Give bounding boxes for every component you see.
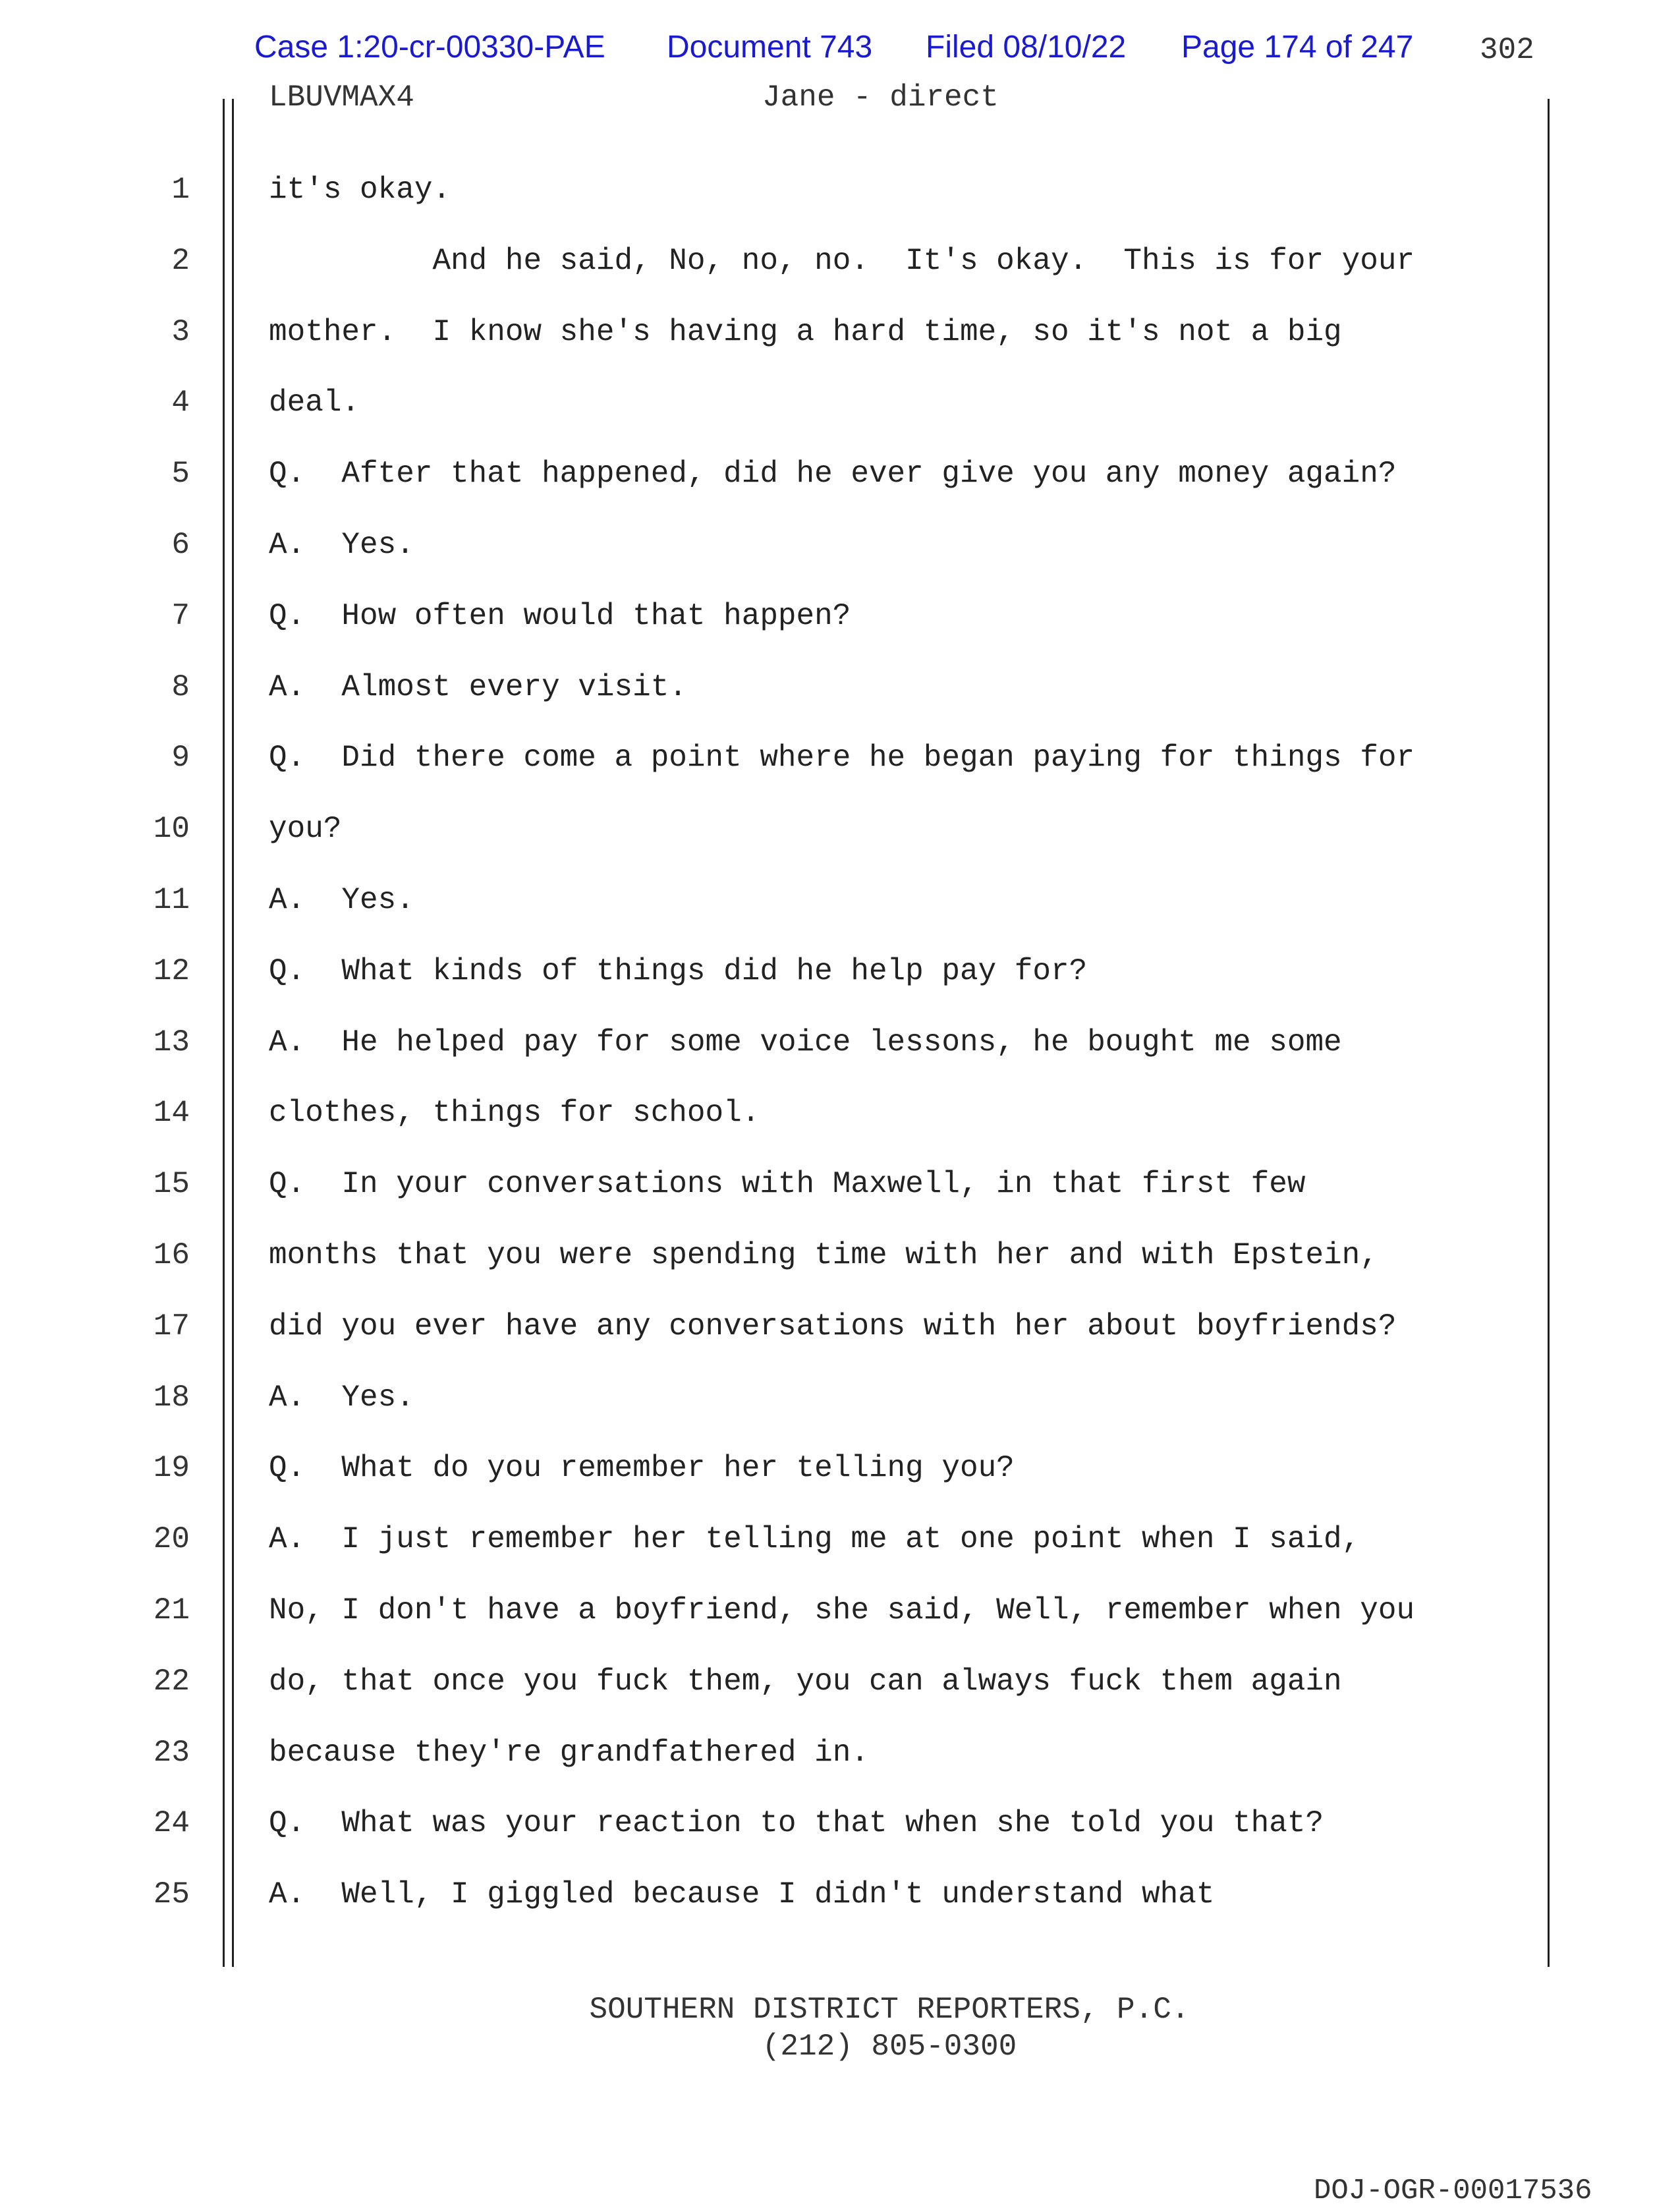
line-number: 2 (171, 243, 190, 278)
transcript-line (0, 173, 1680, 244)
line-text: And he said, No, no, no. It's okay. This is for your (269, 243, 1415, 278)
transcript-line (0, 954, 1680, 1025)
line-number: 1 (171, 173, 190, 207)
transcript-line (0, 599, 1680, 670)
line-text: A. I just remember her telling me at one point when I said, (269, 1522, 1360, 1557)
line-text: A. Almost every visit. (269, 669, 687, 704)
transcript-line (0, 528, 1680, 599)
witness-heading: Jane - direct (762, 80, 999, 115)
line-number: 25 (153, 1877, 190, 1912)
line-number: 8 (171, 669, 190, 704)
transcript-line (0, 315, 1680, 386)
transcript-line (0, 1877, 1680, 1948)
line-number: 23 (153, 1735, 190, 1770)
transcript-line (0, 1451, 1680, 1522)
line-text: deal. (269, 385, 360, 420)
line-number: 16 (153, 1237, 190, 1272)
line-number: 20 (153, 1522, 190, 1557)
line-text: Q. What kinds of things did he help pay for? (269, 953, 1088, 988)
line-text: Q. In your conversations with Maxwell, in that first few (269, 1167, 1306, 1202)
line-number: 19 (153, 1451, 190, 1486)
filed-date: Filed 08/10/22 (926, 30, 1127, 65)
transcript-line (0, 1664, 1680, 1736)
transcript-line (0, 1238, 1680, 1309)
line-number: 3 (171, 314, 190, 349)
reporter-name: SOUTHERN DISTRICT REPORTERS, P.C. (589, 1993, 1190, 2027)
line-text: A. Yes. (269, 882, 414, 917)
line-text: A. He helped pay for some voice lessons, he bought me some (269, 1025, 1342, 1060)
line-text: No, I don't have a boyfriend, she said, Well, remember when you (269, 1593, 1415, 1628)
transcript-line (0, 1096, 1680, 1167)
line-number: 4 (171, 385, 190, 420)
line-number: 15 (153, 1167, 190, 1202)
line-text: do, that once you fuck them, you can always fuck them again (269, 1664, 1342, 1699)
line-text: Q. Did there come a point where he began paying for things for (269, 741, 1415, 776)
line-text: Q. What was your reaction to that when she told you that? (269, 1806, 1324, 1841)
transcript-line (0, 741, 1680, 812)
transcript-code: LBUVMAX4 (269, 80, 414, 115)
court-filing-stamp (0, 29, 1680, 75)
line-text: A. Yes. (269, 527, 414, 562)
transcript-body (0, 173, 1680, 1948)
transcript-line (0, 1593, 1680, 1664)
line-text: it's okay. (269, 173, 451, 207)
line-number: 5 (171, 457, 190, 492)
transcript-line (0, 670, 1680, 741)
line-number: 17 (153, 1309, 190, 1344)
reporter-phone: (212) 805-0300 (762, 2029, 1017, 2064)
line-number: 11 (153, 882, 190, 917)
line-number: 21 (153, 1593, 190, 1628)
page-count: Page 174 of 247 (1181, 30, 1414, 65)
line-text: because they're grandfathered in. (269, 1735, 869, 1770)
line-number: 13 (153, 1025, 190, 1060)
bates-number: DOJ-OGR-00017536 (1314, 2174, 1592, 2207)
line-number: 7 (171, 598, 190, 633)
case-number: Case 1:20-cr-00330-PAE (254, 30, 605, 65)
line-text: A. Well, I giggled because I didn't understand what (269, 1877, 1215, 1912)
line-number: 22 (153, 1664, 190, 1699)
line-text: months that you were spending time with her and with Epstein, (269, 1237, 1378, 1272)
transcript-line (0, 1380, 1680, 1452)
transcript-line (0, 1806, 1680, 1877)
transcript-line (0, 244, 1680, 315)
line-text: did you ever have any conversations with her about boyfriends? (269, 1309, 1397, 1344)
line-text: Q. What do you remember her telling you? (269, 1451, 1015, 1486)
reporter-footer (0, 1991, 1680, 2065)
line-text: Q. How often would that happen? (269, 598, 851, 633)
line-number: 24 (153, 1806, 190, 1841)
line-number: 9 (171, 741, 190, 776)
line-number: 14 (153, 1096, 190, 1131)
line-text: A. Yes. (269, 1380, 414, 1415)
line-text: you? (269, 812, 342, 847)
transcript-line (0, 883, 1680, 954)
transcript-line (0, 457, 1680, 528)
transcript-line (0, 385, 1680, 457)
transcript-line (0, 1167, 1680, 1238)
line-number: 10 (153, 812, 190, 847)
transcript-line (0, 1736, 1680, 1807)
line-number: 6 (171, 527, 190, 562)
transcript-page-number: 302 (1480, 33, 1534, 67)
line-text: clothes, things for school. (269, 1096, 760, 1131)
transcript-line (0, 1025, 1680, 1096)
transcript-line (0, 1522, 1680, 1593)
line-text: mother. I know she's having a hard time, so it's not a big (269, 314, 1342, 349)
transcript-line (0, 812, 1680, 883)
document-number: Document 743 (667, 30, 873, 65)
line-text: Q. After that happened, did he ever give you any money again? (269, 457, 1397, 492)
line-number: 12 (153, 953, 190, 988)
line-number: 18 (153, 1380, 190, 1415)
transcript-line (0, 1309, 1680, 1380)
